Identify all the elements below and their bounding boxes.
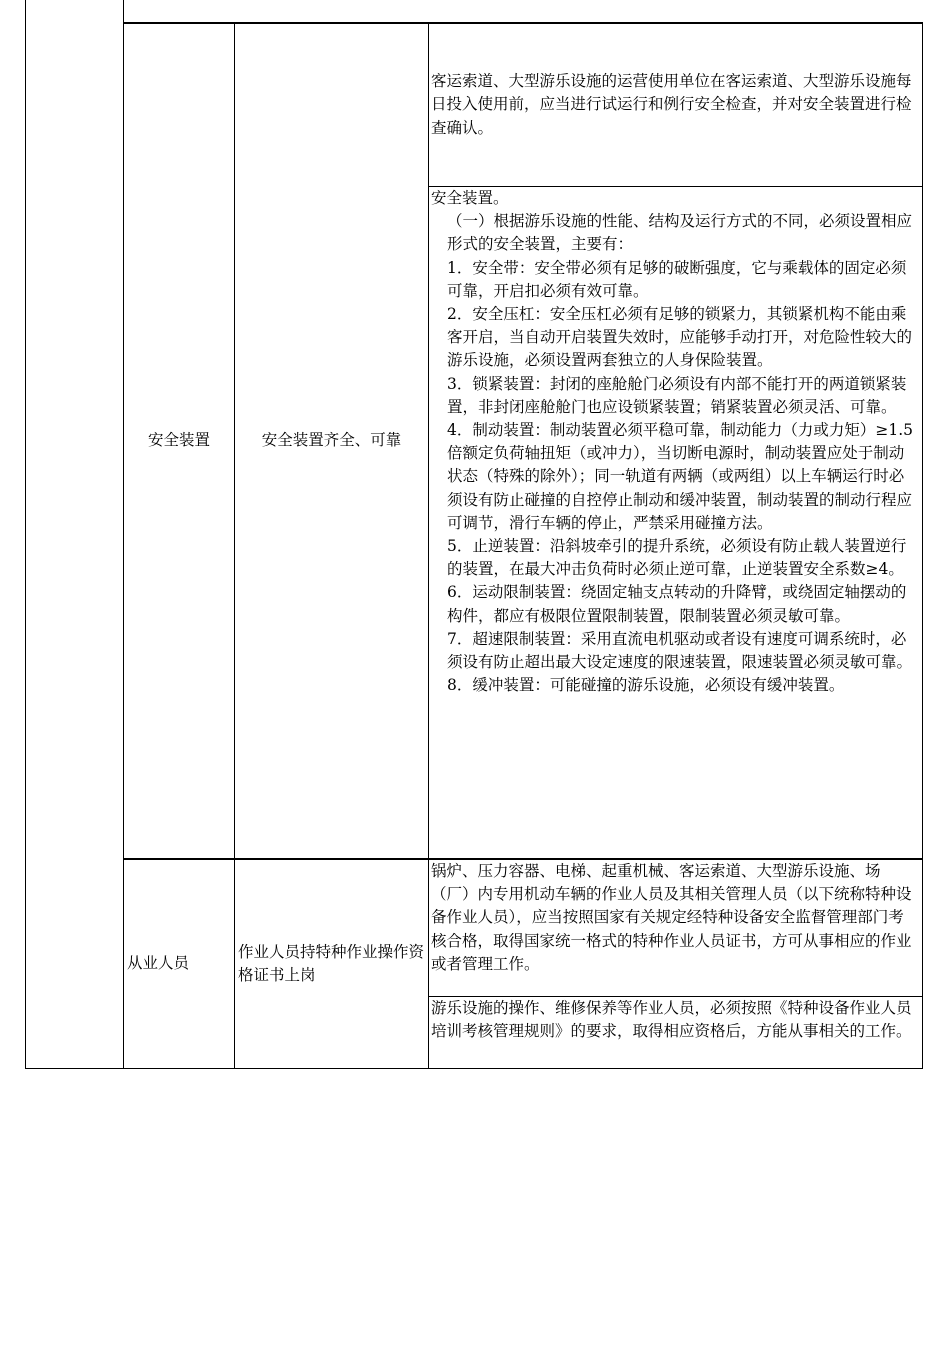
device-item-braking: 4．制动装置：制动装置必须平稳可靠，制动能力（力或力矩）≥1.5倍额定负荷轴扭矩（或冲力），当切断电源时，制动装置应处于制动状态（特殊的除外）；同一轨道有两辆（或两组）以上车辆运行时必须设有防止碰撞的自控停止制动和缓冲装置，制动装置的制动行程应可调节，滑行车辆的停止，严禁采用碰撞方法。 <box>447 421 914 532</box>
staff-rule-2-cell <box>431 997 919 1068</box>
table-bottom-border <box>25 1068 923 1069</box>
device-item-anti-rollback: 5．止逆装置：沿斜坡牵引的提升系统，必须设有防止载人装置逆行的装置，在最大冲击负荷时必须止逆可靠，止逆装置安全系数≥4。 <box>447 537 907 579</box>
device-item-overspeed-limit: 7．超速限制装置：采用直流电机驱动或者设有速度可调系统时，必须设有防止超出最大设定速度的限速装置，限速装置必须灵敏可靠。 <box>447 629 913 672</box>
table-right-border <box>922 22 923 1069</box>
item-cell-staff <box>127 860 233 1068</box>
item-label-safety-devices: 安全装置 <box>147 431 210 450</box>
staff-rule-1-text: 锅炉、压力容器、电梯、起重机械、客运索道、大型游乐设施、场（厂）内专用机动车辆的作业人员及其相关管理人员（以下统称特种设备作业人员），应当按照国家有关规定经特种设备安全监督管理部门考核合格，取得国家统一格式的特种作业人员证书，方可从事相应的作业或者管理工作。 <box>431 862 912 973</box>
device-item-motion-limit: 6．运动限制装置：绕固定轴支点转动的升降臂，或绕固定轴摆动的构件，都应有极限位置限制装置，限制装置必须灵敏可靠。 <box>447 583 907 625</box>
table-left-border <box>25 0 26 1069</box>
device-item-seat-belt: 1．安全带：安全带必须有足够的破断强度，它与乘载体的固定必须可靠，开启扣必须有效可靠。 <box>447 258 907 300</box>
requirement-cell-safety-devices <box>235 24 428 858</box>
requirement-cell-staff <box>238 860 426 1068</box>
column-divider-3 <box>428 22 429 1069</box>
safety-devices-details-cell <box>431 187 919 858</box>
device-item-buffer: 8．缓冲装置：可能碰撞的游乐设施，必须设有缓冲装置。 <box>447 676 845 695</box>
requirement-label-staff: 作业人员持特种作业操作资格证书上岗 <box>238 942 425 984</box>
device-item-lap-bar: 2．安全压杠：安全压杠必须有足够的锁紧力，其锁紧机构不能由乘客开启，当自动开启装置失效时，应能够手动打开，对危险性较大的游乐设施，必须设置两套独立的人身保险装置。 <box>447 305 913 370</box>
devices-intro: （一）根据游乐设施的性能、结构及运行方式的不同，必须设置相应形式的安全装置，主要有： <box>447 212 913 254</box>
requirement-label-safety-devices: 安全装置齐全、可靠 <box>261 431 402 450</box>
staff-rule-2-text: 游乐设施的操作、维修保养等作业人员，必须按照《特种设备作业人员培训考核管理规则》的要求，取得相应资格后，方能从事相关的工作。 <box>431 999 912 1041</box>
staff-rule-1-cell <box>431 860 919 996</box>
devices-title: 安全装置。 <box>431 189 509 207</box>
item-cell-safety-devices <box>124 24 234 858</box>
daily-check-text: 客运索道、大型游乐设施的运营使用单位在客运索道、大型游乐设施每日投入使用前，应当进行试运行和例行安全检查，并对安全装置进行检查确认。 <box>431 72 912 137</box>
daily-check-cell <box>431 24 919 186</box>
device-item-locking: 3．锁紧装置：封闭的座舱舱门必须设有内部不能打开的两道锁紧装置，非封闭座舱舱门也应设锁紧装置；销紧装置必须灵活、可靠。 <box>447 374 907 416</box>
item-label-staff: 从业人员 <box>127 954 190 973</box>
